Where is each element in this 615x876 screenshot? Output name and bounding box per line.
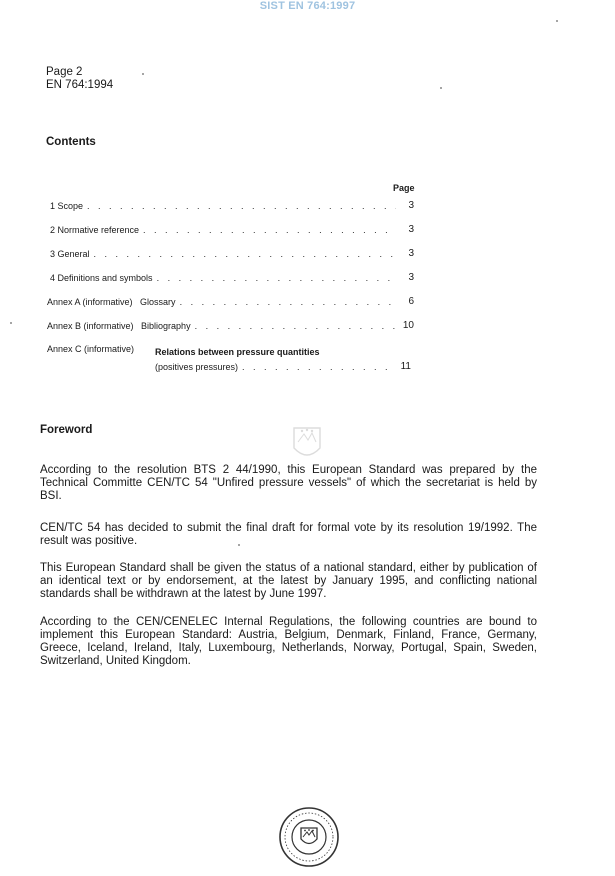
- contents-title: Contents: [46, 136, 96, 148]
- toc-entry-label: 1 Scope: [50, 201, 84, 211]
- toc-annex-c-title-line1: Relations between pressure quantities: [155, 347, 320, 357]
- toc-entry-page: 3: [408, 248, 414, 259]
- faint-seal-icon: [282, 422, 332, 470]
- toc-page-column-header: Page: [393, 183, 415, 193]
- toc-entry-page: 10: [402, 320, 414, 331]
- foreword-paragraph: According to the resolution BTS 2 44/1990, this European Standard was prepared by the Technical Committe CEN/TC 54 "Unfired pressure vessels" of which the secretariat is held by BSI.: [40, 464, 537, 502]
- toc-entry-annex-b: [47, 320, 414, 332]
- toc-annex-c-title-line2: (positives pressures): [155, 362, 239, 372]
- document-id: EN 764:1994: [46, 79, 114, 91]
- toc-entry-general: [50, 248, 414, 260]
- toc-entry-page: 3: [408, 272, 414, 283]
- toc-entry-page: 3: [408, 200, 414, 211]
- toc-annex-c-title-line2-row: [155, 361, 411, 373]
- foreword-paragraph: According to the CEN/CENELEC Internal Regulations, the following countries are bound to implement this European Standard: Austria, Belgium, Denmark, Finland, France, Germany, Greece, Iceland, Ireland, Italy, Luxembourg, Netherlands, Norway, Portugal, Spain, Sweden, Switzerland, United Kingdom.: [40, 616, 537, 667]
- stamp-seal-icon: [278, 806, 340, 868]
- toc-entry-page: 11: [400, 361, 411, 372]
- toc-entry-page: 3: [408, 224, 414, 235]
- toc-entry-page: 6: [408, 296, 414, 307]
- toc-entry-label: 3 General: [50, 249, 90, 259]
- toc-entry-annex-a: [47, 296, 414, 308]
- toc-entry-label: Annex A (informative) Glossary: [47, 297, 176, 307]
- foreword-paragraph: CEN/TC 54 has decided to submit the final draft for formal vote by its resolution 19/1992. The result was positive.: [40, 522, 537, 547]
- foreword-title: Foreword: [40, 424, 93, 436]
- toc-entry-label: Annex C (informative): [47, 344, 135, 354]
- page-number: Page 2: [46, 66, 83, 78]
- toc-entry-definitions: [50, 272, 414, 284]
- toc-entry-label: 4 Definitions and symbols: [50, 273, 153, 283]
- page-header: [46, 66, 113, 92]
- foreword-paragraph: This European Standard shall be given the status of a national standard, either by publication of an identical text or by endorsement, at the latest by January 1995, and conflicting national standards shall be withdrawn at the latest by June 1997.: [40, 562, 537, 600]
- toc-entry-label: Annex B (informative) Bibliography: [47, 321, 191, 331]
- toc-entry-normative-reference: [50, 224, 414, 236]
- toc-entry-annex-c: [47, 343, 157, 355]
- watermark-title: SIST EN 764:1997: [259, 0, 356, 12]
- toc-entry-label: 2 Normative reference: [50, 225, 140, 235]
- toc-entry-scope: [50, 200, 414, 212]
